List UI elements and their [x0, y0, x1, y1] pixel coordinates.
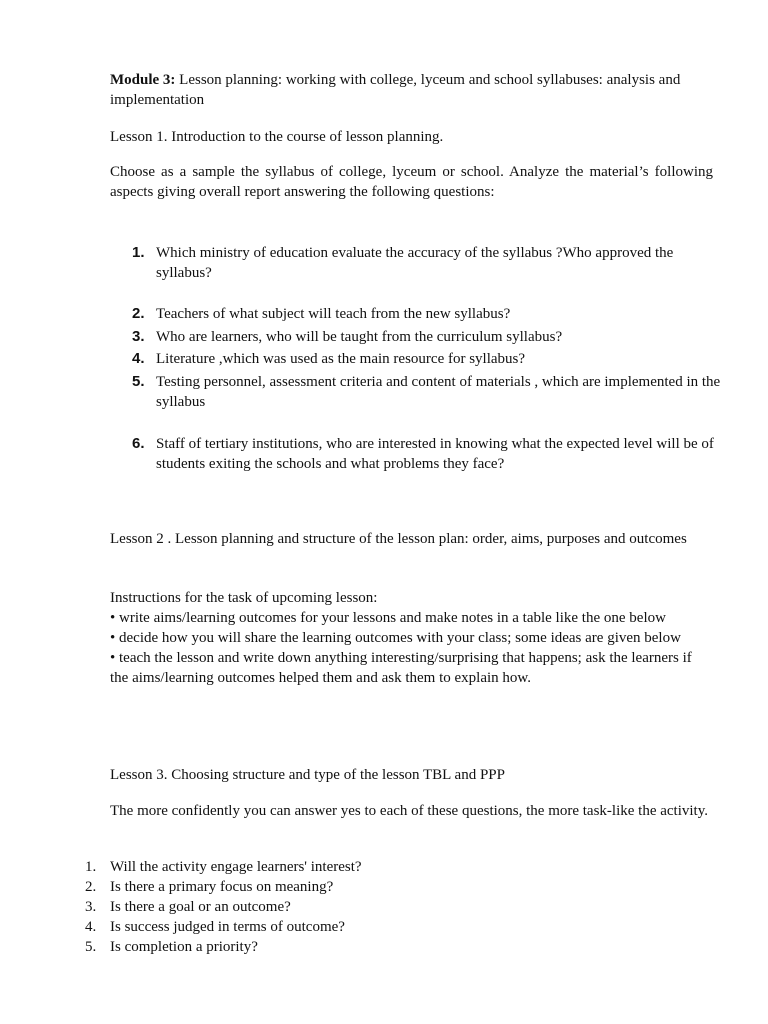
instruction-bullet: • teach the lesson and write down anything interesting/surprising that happens; ask the learners if the aims/learning outcomes helped them and ask them to explain how. [110, 650, 692, 686]
list-item [132, 434, 722, 474]
list-item [132, 327, 722, 347]
list-item-text: Teachers of what subject will teach from the new syllabus? [156, 306, 511, 322]
list-item-text: Literature ,which was used as the main resource for syllabus? [156, 351, 526, 367]
list-item-text: Is there a primary focus on meaning? [110, 879, 334, 895]
list-item-number: 2. [132, 305, 145, 322]
lesson-3-question-list [85, 857, 685, 957]
list-item [85, 937, 685, 957]
list-item-number: 4. [132, 350, 145, 367]
list-item-number: 6. [132, 435, 145, 452]
list-item-number: 1. [132, 244, 145, 261]
list-item-text: Is there a goal or an outcome? [110, 899, 291, 915]
lesson-2-instructions [110, 588, 713, 688]
list-item-text: Is success judged in terms of outcome? [110, 919, 345, 935]
instructions-heading: Instructions for the task of upcoming lesson: [110, 590, 378, 606]
instruction-bullet: • decide how you will share the learning outcomes with your class; some ideas are given below [110, 630, 681, 646]
list-item [132, 349, 722, 369]
list-item-number: 2. [85, 879, 97, 895]
module-title: Lesson planning: working with college, lyceum and school syllabuses: analysis and implementation [110, 72, 681, 108]
list-item-number: 5. [132, 373, 145, 390]
list-item [85, 877, 685, 897]
list-item-text: Who are learners, who will be taught from the curriculum syllabus? [156, 329, 563, 345]
lesson-1-title: Lesson 1. Introduction to the course of lesson planning. [110, 129, 444, 145]
list-item-text: Which ministry of education evaluate the accuracy of the syllabus ?Who approved the syllabus? [156, 245, 674, 281]
list-item [132, 304, 722, 324]
list-item-number: 5. [85, 939, 97, 955]
lesson-1-intro: Choose as a sample the syllabus of college, lyceum or school. Analyze the material’s following aspects giving overall report answering the following questions: [110, 164, 713, 200]
list-item-number: 3. [85, 899, 97, 915]
list-item-number: 4. [85, 919, 97, 935]
list-item-number: 3. [132, 328, 145, 345]
list-item [85, 897, 685, 917]
list-item-text: Staff of tertiary institutions, who are interested in knowing what the expected level will be of students exiting the schools and what problems they face? [156, 436, 714, 472]
lesson-3-intro: The more confidently you can answer yes to each of these questions, the more task-like the activity. [110, 803, 709, 819]
lesson-2-title: Lesson 2 . Lesson planning and structure of the lesson plan: order, aims, purposes and outcomes [110, 531, 687, 547]
list-item [132, 372, 722, 412]
list-item-text: Testing personnel, assessment criteria and content of materials , which are implemented in the syllabus [156, 374, 721, 410]
module-heading [110, 70, 713, 110]
list-item-number: 1. [85, 859, 97, 875]
list-item-text: Will the activity engage learners' interest? [110, 859, 362, 875]
list-item [132, 243, 722, 283]
module-label: Module 3: [110, 72, 176, 88]
instruction-bullet: • write aims/learning outcomes for your lessons and make notes in a table like the one below [110, 610, 666, 626]
list-item [85, 917, 685, 937]
list-item-text: Is completion a priority? [110, 939, 258, 955]
lesson-3-title: Lesson 3. Choosing structure and type of the lesson TBL and PPP [110, 767, 505, 783]
list-item [85, 857, 685, 877]
